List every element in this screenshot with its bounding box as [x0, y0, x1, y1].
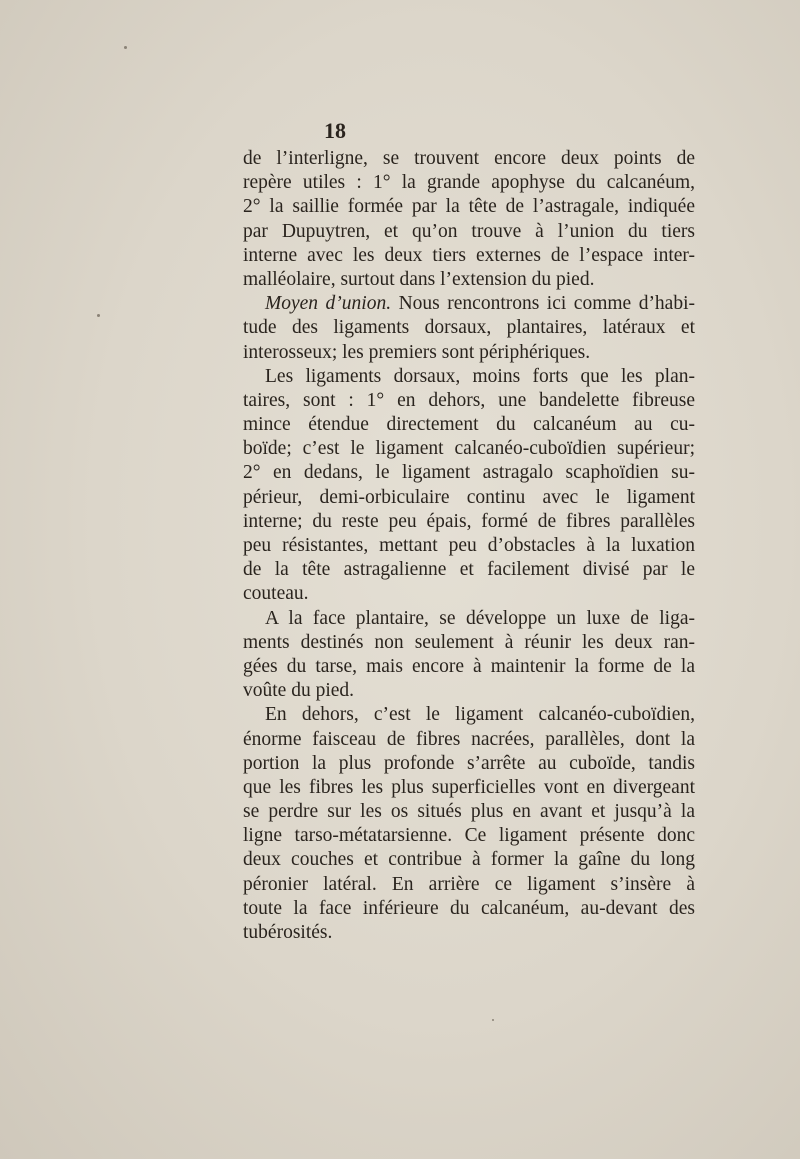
- text-line: En dehors, c’est le ligament calcanéo-cuboïdien,: [265, 704, 695, 726]
- text-line: toute la face inférieure du calcanéum, au-devant des: [243, 897, 695, 919]
- text-line: boïde; c’est le ligament calcanéo-cuboïdien supérieur;: [243, 438, 695, 460]
- paper-speck: [124, 46, 127, 49]
- text-line: périeur, demi-orbiculaire continu avec le ligament: [243, 486, 695, 508]
- text-line: [243, 292, 695, 316]
- text-line: malléolaire, surtout dans l’extension du pied.: [243, 268, 595, 290]
- text-line: de l’interligne, se trouvent encore deux points de: [243, 148, 695, 169]
- text-line: tude des ligaments dorsaux, plantaires, latéraux et: [243, 317, 695, 339]
- text-line: 2° en dedans, le ligament astragalo scaphoïdien su-: [243, 462, 695, 484]
- text-line: péronier latéral. En arrière ce ligament s’insère à: [243, 873, 695, 895]
- text-line: deux couches et contribue à former la gaîne du long: [243, 849, 695, 871]
- text-line: mince étendue directement du calcanéum au cu-: [243, 414, 695, 436]
- paragraph: [243, 607, 695, 704]
- text-line: se perdre sur les os situés plus en avant et jusqu’à la: [243, 801, 695, 823]
- text-line: que les fibres les plus superficielles vont en divergeant: [243, 776, 695, 798]
- text-line: de la tête astragalienne et facilement divisé par le: [243, 559, 695, 581]
- text-line: tubérosités.: [243, 922, 333, 943]
- page-number: 18: [324, 118, 346, 143]
- text-line: par Dupuytren, et qu’on trouve à l’union du tiers: [243, 220, 695, 242]
- text-line: couteau.: [243, 583, 309, 605]
- text-line: énorme faisceau de fibres nacrées, parallèles, dont la: [243, 728, 695, 750]
- text-line: voûte du pied.: [243, 680, 355, 702]
- text-line: portion la plus profonde s’arrête au cuboïde, tandis: [243, 752, 695, 774]
- text-line: ments destinés non seulement à réunir les deux ran-: [243, 631, 695, 653]
- text-line: repère utiles : 1° la grande apophyse du calcanéum,: [243, 172, 695, 194]
- body-text: [243, 147, 695, 945]
- text-line: 2° la saillie formée par la tête de l’astragale, indiquée: [243, 196, 695, 218]
- text-line: taires, sont : 1° en dehors, une bandelette fibreuse: [243, 389, 695, 411]
- paper-speck: [492, 1019, 494, 1021]
- text-line: ligne tarso-métatarsienne. Ce ligament présente donc: [243, 825, 695, 847]
- text-line: peu résistantes, mettant peu d’obstacles à la luxation: [243, 535, 695, 556]
- paragraph: [243, 703, 695, 945]
- text-run: Nous rencontrons ici comme d’habi-: [391, 293, 696, 315]
- text-line: interne; du reste peu épais, formé de fibres parallèles: [243, 510, 695, 532]
- text-line: interosseux; les premiers sont périphériques.: [243, 341, 591, 363]
- text-line: Les ligaments dorsaux, moins forts que les plan-: [265, 365, 695, 387]
- text-line: interne avec les deux tiers externes de l’espace inter-: [243, 244, 695, 266]
- paragraph: [243, 292, 695, 365]
- paragraph: [243, 147, 695, 292]
- paper-speck: [97, 314, 100, 317]
- paragraph-heading: Moyen d’union.: [265, 293, 392, 315]
- text-line: gées du tarse, mais encore à maintenir la forme de la: [243, 655, 695, 677]
- paragraph: [243, 365, 695, 607]
- text-line: A la face plantaire, se développe un luxe de liga-: [265, 607, 695, 629]
